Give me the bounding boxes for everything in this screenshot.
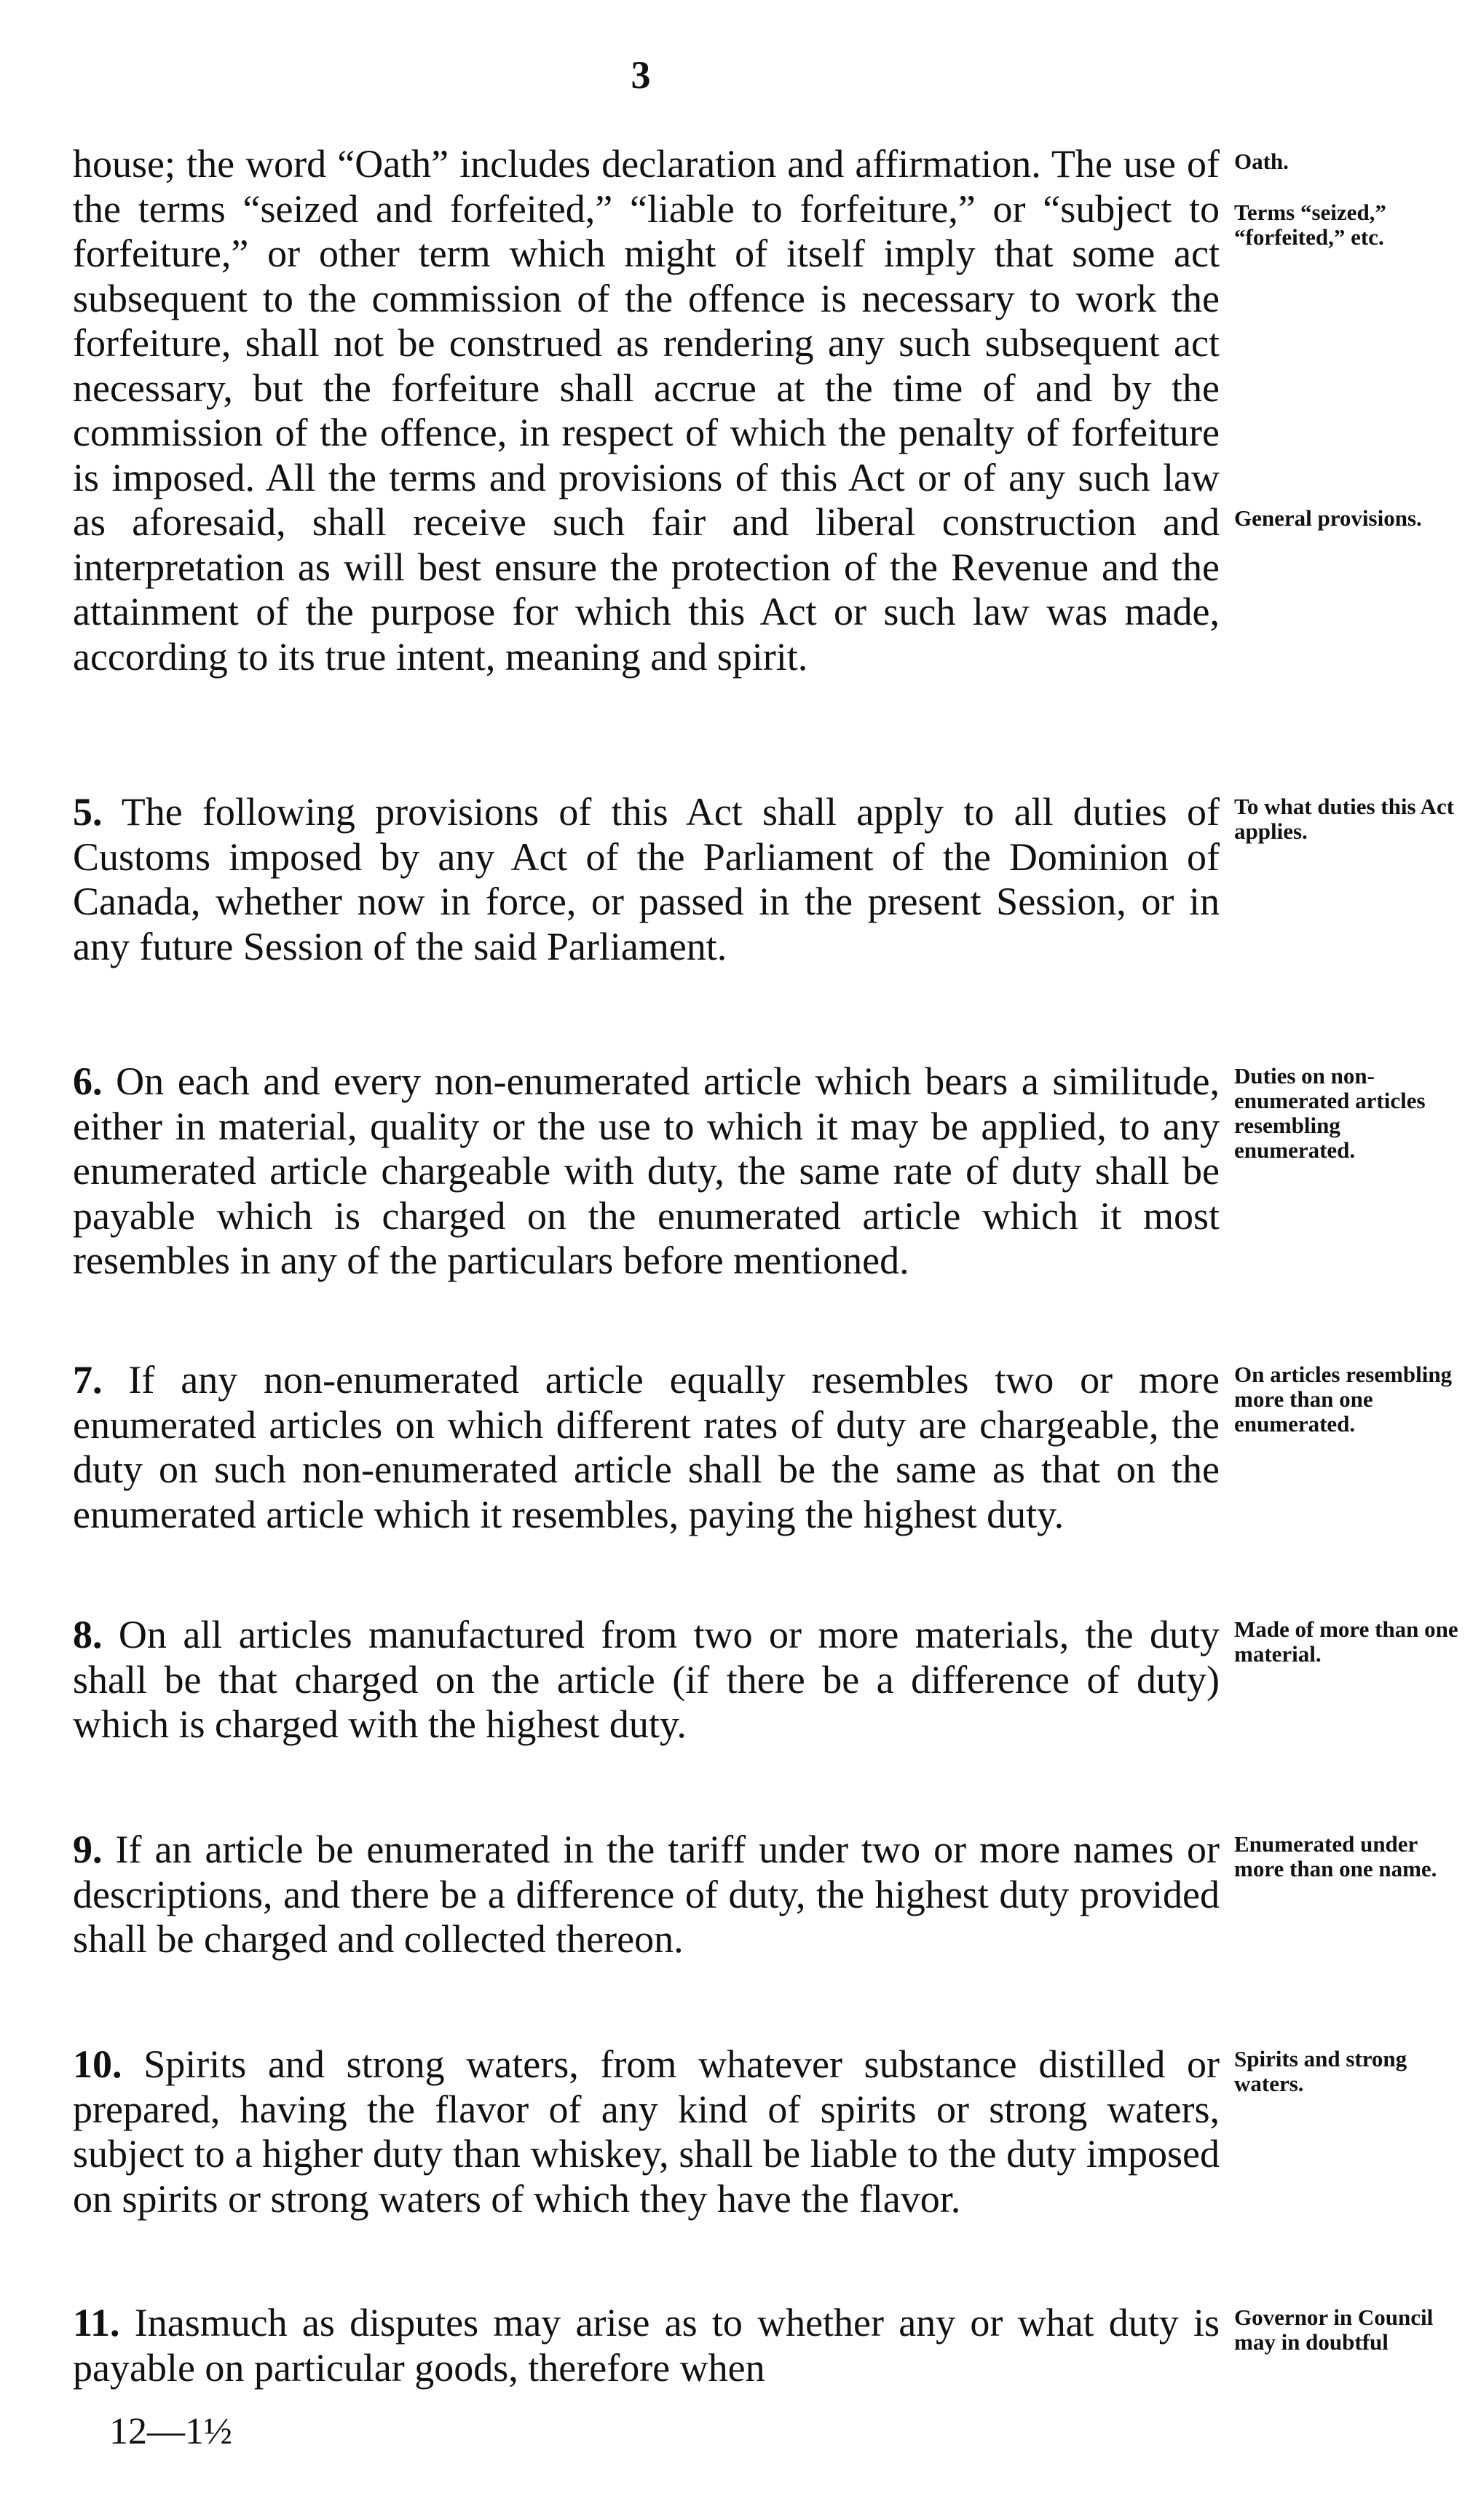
margin-note: Enumerated under more than one name. bbox=[1234, 1831, 1437, 1881]
margin-note: Duties on non-enumerated articles resembling enumerated. bbox=[1234, 1063, 1426, 1163]
section-text: The following provisions of this Act shall apply to all duties of Customs imposed by any Act of the Parliament of the Dominion of Canada, whether now in force, or passed in the present Session, or in any future Session of the said Parliament. bbox=[73, 790, 1220, 968]
section-4-continued bbox=[73, 142, 1456, 679]
section-number: 5. bbox=[73, 790, 103, 834]
section-7 bbox=[73, 1358, 1456, 1537]
section-text: Inasmuch as disputes may arise as to whether any or what duty is payable on particular goods, therefore when bbox=[73, 2301, 1220, 2390]
section-number: 10. bbox=[73, 2042, 122, 2086]
section-number: 9. bbox=[73, 1828, 103, 1871]
section-text: If an article be enumerated in the tariff under two or more names or descriptions, and there be a difference of duty, the highest duty provided shall be charged and collected thereon. bbox=[73, 1828, 1220, 1961]
section-8 bbox=[73, 1613, 1456, 1747]
margin-note-general: General provisions. bbox=[1234, 505, 1422, 531]
section-number: 6. bbox=[73, 1059, 103, 1103]
page-number: 3 bbox=[631, 53, 651, 97]
section-text: Spirits and strong waters, from whatever substance distilled or prepared, having the flavor of any kind of spirits or strong waters, subject to a higher duty than whiskey, shall be liable to the duty imposed on spirits or strong waters of which they have the flavor. bbox=[73, 2042, 1220, 2221]
section-6 bbox=[73, 1059, 1456, 1284]
margin-note: To what duties this Act applies. bbox=[1234, 794, 1455, 844]
printer-signature-mark: 12—1½ bbox=[109, 2411, 232, 2452]
section-5 bbox=[73, 790, 1456, 969]
section-text: On each and every non-enumerated article which bears a similitude, either in material, quality or the use to which it may be applied, to any enumerated article chargeable with duty, the same rate of duty shall be payable which is charged on the enumerated article which it most resembles in any of the particulars before mentioned. bbox=[73, 1059, 1220, 1282]
section-text: If any non-enumerated article equally resembles two or more enumerated articles on which different rates of duty are chargeable, the duty on such non-enumerated article shall be the same as that on the enumerated article which it resembles, paying the highest duty. bbox=[73, 1358, 1220, 1536]
section-text: house; the word “Oath” includes declaration and affirmation. The use of the terms “seized and forfeited,” “liable to forfeiture,” or “subject to forfeiture,” or other term which might of itself imply that some act subsequent to the commission of the offence is necessary to work the forfeiture, shall not be construed as rendering any such subsequent act necessary, but the forfeiture shall accrue at the time of and by the commission of the offence, in respect of which the penalty of forfeiture is imposed. All the terms and provisions of this Act or of any such law as aforesaid, shall receive such fair and liberal construction and interpretation as will best ensure the protection of the Revenue and the attainment of the purpose for which this Act or such law was made, according to its true intent, meaning and spirit. bbox=[73, 142, 1220, 679]
margin-note-terms: Terms “seized,” “forfeited,” etc. bbox=[1234, 200, 1386, 250]
section-10 bbox=[73, 2042, 1456, 2221]
margin-note: On articles resembling more than one enumerated. bbox=[1234, 1362, 1453, 1437]
section-number: 11. bbox=[73, 2301, 120, 2345]
margin-note: Governor in Council may in doubtful bbox=[1234, 2304, 1434, 2355]
section-number: 7. bbox=[73, 1358, 103, 1402]
margin-note-oath: Oath. bbox=[1234, 149, 1289, 174]
margin-note: Made of more than one material. bbox=[1234, 1616, 1458, 1667]
section-9 bbox=[73, 1828, 1456, 1962]
margin-note: Spirits and strong waters. bbox=[1234, 2046, 1407, 2096]
section-11 bbox=[73, 2301, 1456, 2390]
section-number: 8. bbox=[73, 1613, 103, 1656]
section-text: On all articles manufactured from two or more materials, the duty shall be that charged on the article (if there be a difference of duty) which is charged with the highest duty. bbox=[73, 1613, 1220, 1746]
